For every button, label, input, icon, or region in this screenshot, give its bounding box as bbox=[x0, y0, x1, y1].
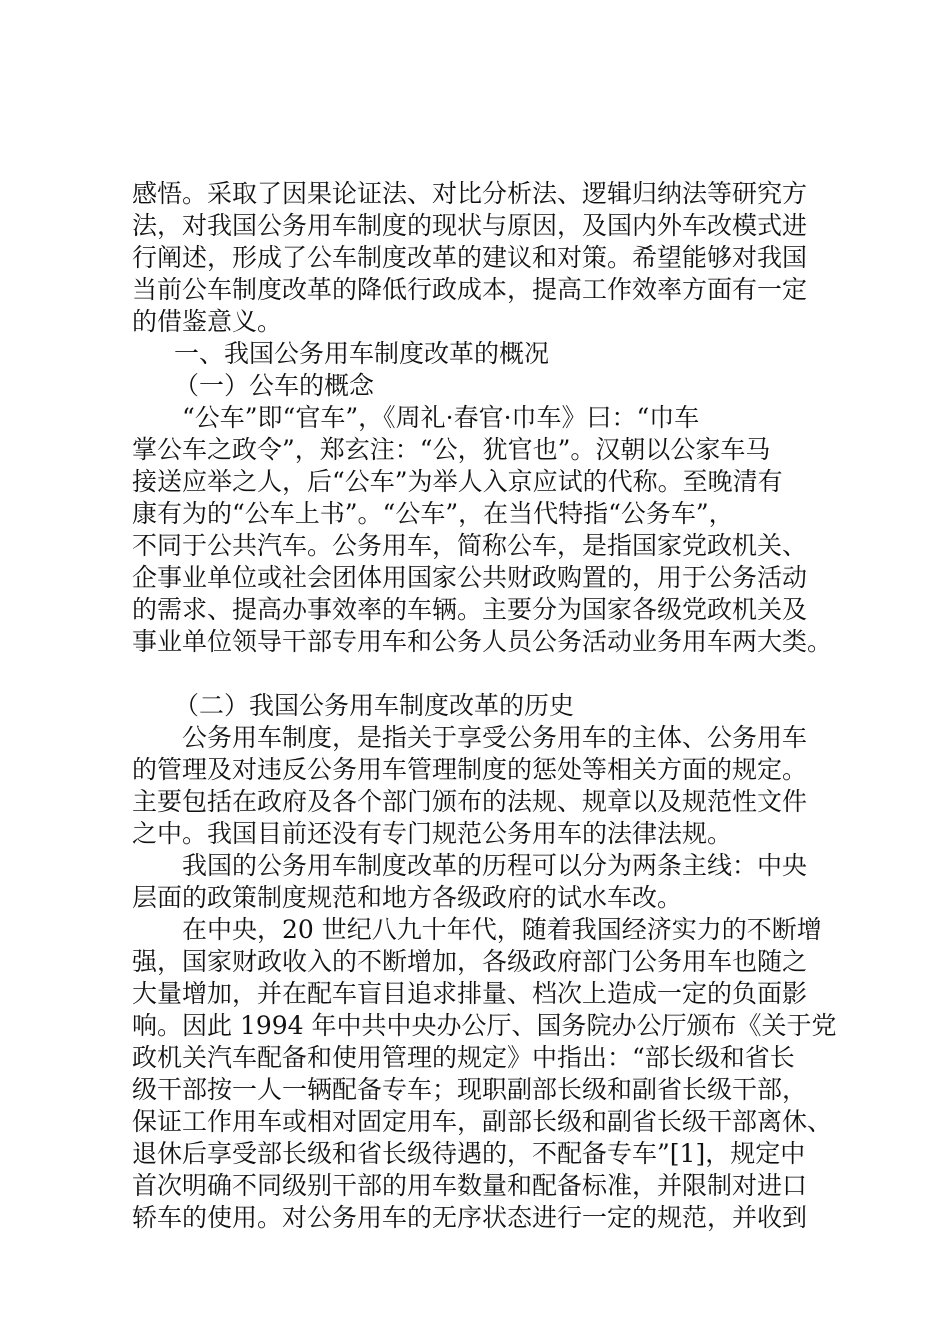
body-line: 掌公车之政令”，郑玄注：“公，犹官也”。汉朝以公家车马 bbox=[132, 435, 771, 464]
body-line: 不同于公共汽车。公务用车，简称公车，是指国家党政机关、 bbox=[132, 531, 808, 560]
body-line: 行阐述，形成了公车制度改革的建议和对策。希望能够对我国 bbox=[132, 243, 808, 272]
body-line: 响。因此 1994 年中共中央办公厅、国务院办公厅颁布《关于党 bbox=[132, 1011, 837, 1040]
paragraph-first-line: 我国的公务用车制度改革的历程可以分为两条主线：中央 bbox=[182, 851, 808, 880]
body-line: 当前公车制度改革的降低行政成本，提高工作效率方面有一定 bbox=[132, 275, 808, 304]
paragraph-first-line: 公务用车制度，是指关于享受公务用车的主体、公务用车 bbox=[182, 723, 808, 752]
body-line: 的管理及对违反公务用车管理制度的惩处等相关方面的规定。 bbox=[132, 755, 808, 784]
body-line: 感悟。采取了因果论证法、对比分析法、逻辑归纳法等研究方 bbox=[132, 179, 808, 208]
body-line: 主要包括在政府及各个部门颁布的法规、规章以及规范性文件 bbox=[132, 787, 808, 816]
body-line: 轿车的使用。对公务用车的无序状态进行一定的规范，并收到 bbox=[132, 1203, 808, 1232]
subsection-heading: （二）我国公务用车制度改革的历史 bbox=[174, 691, 575, 720]
body-line: 保证工作用车或相对固定用车，副部长级和副省长级干部离休、 bbox=[132, 1107, 833, 1136]
body-line: 大量增加，并在配车盲目追求排量、档次上造成一定的负面影 bbox=[132, 979, 808, 1008]
body-line: 康有为的“公车上书”。“公车”，在当代特指“公务车”， bbox=[132, 499, 734, 528]
body-line: 首次明确不同级别干部的用车数量和配备标准，并限制对进口 bbox=[132, 1171, 808, 1200]
paragraph-first-line: “公车”即“官车”，《周礼·春官·巾车》曰：“巾车 bbox=[182, 403, 700, 432]
subsection-heading: （一）公车的概念 bbox=[174, 371, 375, 400]
body-line: 企事业单位或社会团体用国家公共财政购置的，用于公务活动 bbox=[132, 563, 808, 592]
body-line: 法，对我国公务用车制度的现状与原因，及国内外车改模式进 bbox=[132, 211, 808, 240]
body-line: 的需求、提高办事效率的车辆。主要分为国家各级党政机关及 bbox=[132, 595, 808, 624]
blank-line bbox=[132, 658, 832, 690]
body-line: 事业单位领导干部专用车和公务人员公务活动业务用车两大类。 bbox=[132, 627, 833, 656]
body-line: 强，国家财政收入的不断增加，各级政府部门公务用车也随之 bbox=[132, 947, 808, 976]
body-line: 的借鉴意义。 bbox=[132, 307, 283, 336]
body-line: 接送应举之人，后“公车”为举人入京应试的代称。至晚清有 bbox=[132, 467, 783, 496]
body-line: 退休后享受部长级和省长级待遇的，不配备专车”[1]，规定中 bbox=[132, 1139, 806, 1168]
body-line: 政机关汽车配备和使用管理的规定》中指出：“部长级和省长 bbox=[132, 1043, 795, 1072]
paragraph-first-line: 在中央，20 世纪八九十年代，随着我国经济实力的不断增 bbox=[182, 915, 822, 944]
body-line: 级干部按一人一辆配备专车；现职副部长级和副省长级干部， bbox=[132, 1075, 808, 1104]
body-line: 之中。我国目前还没有专门规范公务用车的法律法规。 bbox=[132, 819, 733, 848]
section-heading: 一、我国公务用车制度改革的概况 bbox=[174, 339, 550, 368]
document-body bbox=[132, 178, 837, 1234]
body-line: 层面的政策制度规范和地方各级政府的试水车改。 bbox=[132, 883, 683, 912]
